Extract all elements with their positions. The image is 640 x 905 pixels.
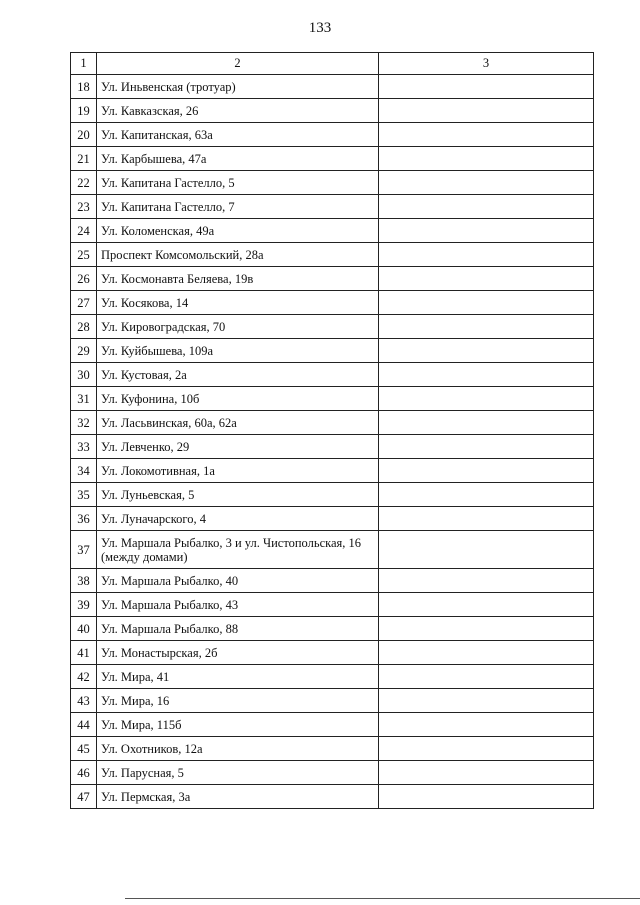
- row-address: Ул. Охотников, 12а: [97, 737, 379, 761]
- row-note: [379, 713, 594, 737]
- row-note: [379, 411, 594, 435]
- table-row: [71, 737, 594, 761]
- row-address: Ул. Куйбышева, 109а: [97, 339, 379, 363]
- row-note: [379, 569, 594, 593]
- row-address: Ул. Локомотивная, 1а: [97, 459, 379, 483]
- row-note: [379, 243, 594, 267]
- row-address: Ул. Левченко, 29: [97, 435, 379, 459]
- row-number: 21: [71, 147, 97, 171]
- row-number: 19: [71, 99, 97, 123]
- table-row: [71, 267, 594, 291]
- table-row: [71, 507, 594, 531]
- row-note: [379, 99, 594, 123]
- row-number: 44: [71, 713, 97, 737]
- row-address: Ул. Карбышева, 47а: [97, 147, 379, 171]
- row-number: 38: [71, 569, 97, 593]
- column-header-number: 1: [71, 53, 97, 75]
- column-header-note: 3: [379, 53, 594, 75]
- row-number: 46: [71, 761, 97, 785]
- row-number: 47: [71, 785, 97, 809]
- row-address: Ул. Иньвенская (тротуар): [97, 75, 379, 99]
- table-row: [71, 593, 594, 617]
- table-row: [71, 483, 594, 507]
- row-number: 40: [71, 617, 97, 641]
- row-note: [379, 267, 594, 291]
- row-address: Ул. Маршала Рыбалко, 40: [97, 569, 379, 593]
- row-address: Ул. Монастырская, 2б: [97, 641, 379, 665]
- row-number: 25: [71, 243, 97, 267]
- row-address: Ул. Ласьвинская, 60а, 62а: [97, 411, 379, 435]
- row-note: [379, 459, 594, 483]
- row-note: [379, 785, 594, 809]
- row-note: [379, 483, 594, 507]
- row-number: 23: [71, 195, 97, 219]
- table-row: [71, 363, 594, 387]
- row-note: [379, 531, 594, 569]
- row-number: 27: [71, 291, 97, 315]
- row-note: [379, 195, 594, 219]
- row-note: [379, 147, 594, 171]
- table-row: [71, 99, 594, 123]
- table-row: [71, 75, 594, 99]
- row-number: 39: [71, 593, 97, 617]
- row-note: [379, 689, 594, 713]
- row-address: Ул. Маршала Рыбалко, 43: [97, 593, 379, 617]
- row-address: Ул. Пермская, 3а: [97, 785, 379, 809]
- row-note: [379, 507, 594, 531]
- row-note: [379, 315, 594, 339]
- row-number: 34: [71, 459, 97, 483]
- row-number: 32: [71, 411, 97, 435]
- address-table: [70, 52, 594, 809]
- row-note: [379, 339, 594, 363]
- row-note: [379, 75, 594, 99]
- row-address: Ул. Маршала Рыбалко, 88: [97, 617, 379, 641]
- row-note: [379, 387, 594, 411]
- row-number: 43: [71, 689, 97, 713]
- table-row: [71, 531, 594, 569]
- table-header-row: [71, 53, 594, 75]
- table-row: [71, 243, 594, 267]
- row-note: [379, 435, 594, 459]
- row-address: Ул. Луначарского, 4: [97, 507, 379, 531]
- row-note: [379, 641, 594, 665]
- row-note: [379, 363, 594, 387]
- row-number: 35: [71, 483, 97, 507]
- page-bottom-rule: [125, 898, 640, 899]
- table-row: [71, 411, 594, 435]
- row-number: 33: [71, 435, 97, 459]
- row-number: 28: [71, 315, 97, 339]
- row-address: Ул. Космонавта Беляева, 19в: [97, 267, 379, 291]
- row-address: Ул. Мира, 41: [97, 665, 379, 689]
- row-address: Ул. Капитана Гастелло, 5: [97, 171, 379, 195]
- row-number: 42: [71, 665, 97, 689]
- table-row: [71, 641, 594, 665]
- row-address: Ул. Парусная, 5: [97, 761, 379, 785]
- row-number: 45: [71, 737, 97, 761]
- row-note: [379, 123, 594, 147]
- table-row: [71, 665, 594, 689]
- row-address: Ул. Капитана Гастелло, 7: [97, 195, 379, 219]
- row-address: Ул. Кавказская, 26: [97, 99, 379, 123]
- row-address: Ул. Луньевская, 5: [97, 483, 379, 507]
- table-row: [71, 785, 594, 809]
- row-address: Ул. Маршала Рыбалко, 3 и ул. Чистопольская, 16 (между домами): [97, 531, 379, 569]
- table-row: [71, 171, 594, 195]
- table-row: [71, 387, 594, 411]
- table-row: [71, 569, 594, 593]
- table-row: [71, 459, 594, 483]
- table-row: [71, 339, 594, 363]
- row-address: Ул. Куфонина, 10б: [97, 387, 379, 411]
- table-row: [71, 219, 594, 243]
- table-row: [71, 689, 594, 713]
- table-row: [71, 761, 594, 785]
- row-address: Ул. Мира, 16: [97, 689, 379, 713]
- row-address: Ул. Коломенская, 49а: [97, 219, 379, 243]
- row-number: 29: [71, 339, 97, 363]
- row-address: Ул. Кировоградская, 70: [97, 315, 379, 339]
- row-number: 31: [71, 387, 97, 411]
- row-number: 18: [71, 75, 97, 99]
- row-address: Ул. Капитанская, 63а: [97, 123, 379, 147]
- row-note: [379, 291, 594, 315]
- table-row: [71, 123, 594, 147]
- row-address: Ул. Мира, 115б: [97, 713, 379, 737]
- row-number: 26: [71, 267, 97, 291]
- row-number: 37: [71, 531, 97, 569]
- row-note: [379, 737, 594, 761]
- page-number: 133: [308, 20, 332, 36]
- table-row: [71, 195, 594, 219]
- table-row: [71, 713, 594, 737]
- table-row: [71, 617, 594, 641]
- row-address: Проспект Комсомольский, 28а: [97, 243, 379, 267]
- row-note: [379, 593, 594, 617]
- row-note: [379, 617, 594, 641]
- row-number: 30: [71, 363, 97, 387]
- row-note: [379, 761, 594, 785]
- table-row: [71, 435, 594, 459]
- row-note: [379, 219, 594, 243]
- row-number: 24: [71, 219, 97, 243]
- table-row: [71, 291, 594, 315]
- row-note: [379, 665, 594, 689]
- row-number: 20: [71, 123, 97, 147]
- row-address: Ул. Кустовая, 2а: [97, 363, 379, 387]
- table-row: [71, 315, 594, 339]
- row-number: 22: [71, 171, 97, 195]
- row-number: 36: [71, 507, 97, 531]
- row-address: Ул. Косякова, 14: [97, 291, 379, 315]
- column-header-address: 2: [97, 53, 379, 75]
- table-row: [71, 147, 594, 171]
- row-note: [379, 171, 594, 195]
- row-number: 41: [71, 641, 97, 665]
